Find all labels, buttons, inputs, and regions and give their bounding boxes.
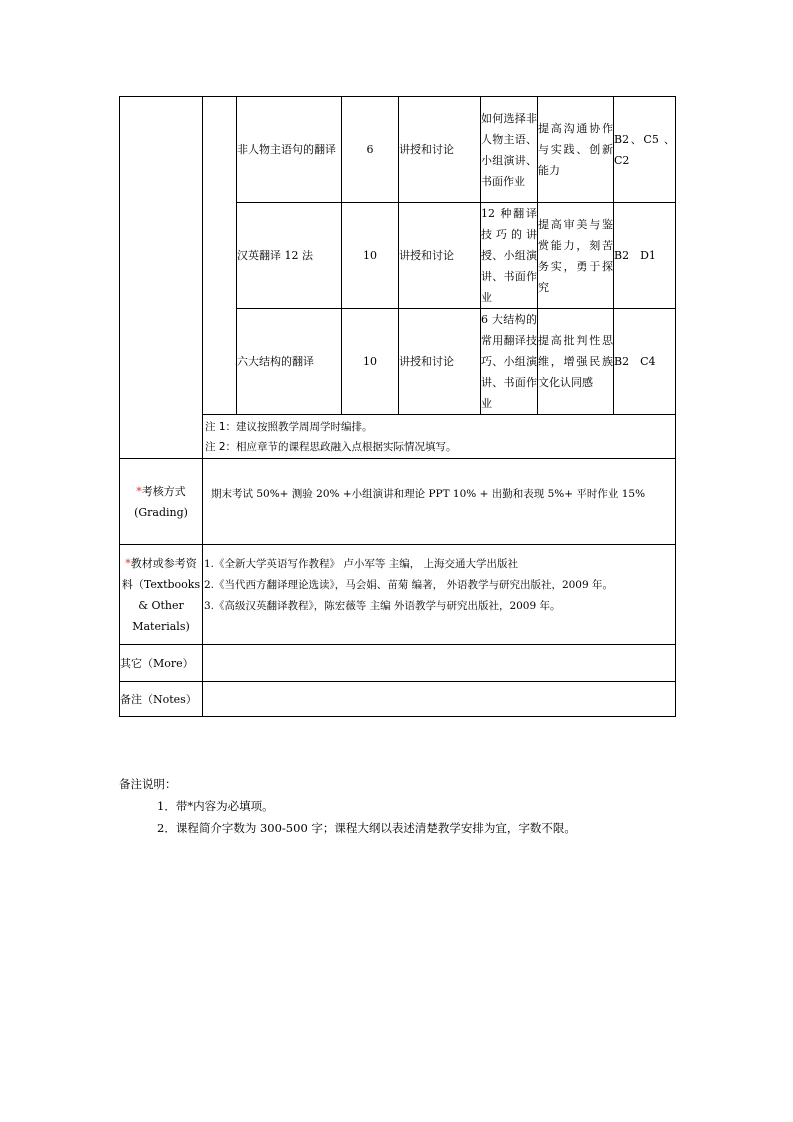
footer-notes (119, 773, 576, 839)
goals-cell: B2、C5 、C2 (614, 97, 676, 203)
empty-label-cell (120, 97, 203, 459)
content-cell: 6 大结构的常用翻译技巧、小组演讲、书面作业 (481, 309, 538, 415)
footer-item: 1．带*内容为必填项。 (157, 799, 274, 813)
ideology-cell: 提高批判性思维，增强民族文化认同感 (538, 309, 614, 415)
table-notes-row (120, 415, 676, 459)
remarks-row (120, 682, 676, 717)
materials-value-cell (203, 545, 676, 645)
ideology-cell: 提高沟通协作与实践、创新能力 (538, 97, 614, 203)
more-row (120, 645, 676, 682)
method-cell: 讲授和讨论 (399, 309, 481, 415)
content-cell: 如何选择非人物主语、小组演讲、书面作业 (481, 97, 538, 203)
required-star: * (125, 556, 131, 570)
grading-label-cn: 考核方式 (141, 484, 186, 498)
goals-cell: B2 C4 (614, 309, 676, 415)
method-cell: 讲授和讨论 (399, 203, 481, 309)
content-cell: 12 种翻译技巧的讲授、小组演讲、书面作业 (481, 203, 538, 309)
goals-cell: B2 D1 (614, 203, 676, 309)
reference-item: 1.《全新大学英语写作教程》 卢小军等 主编， 上海交通大学出版社 (204, 558, 519, 570)
footer-title: 备注说明： (119, 777, 177, 791)
chapter-cell: 非人物主语句的翻译 (237, 97, 342, 203)
chapter-cell: 六大结构的翻译 (237, 309, 342, 415)
materials-label-line3: & Other (138, 598, 184, 612)
note-1: 注 1：建议按照教学周周学时编排。 (205, 420, 373, 433)
table-row (120, 97, 676, 203)
footer-item: 2．课程简介字数为 300-500 字；课程大纲以表述清楚教学安排为宜，字数不限。 (157, 821, 576, 835)
ideology-cell: 提高审美与鉴赏能力，刻苦务实，勇于探究 (538, 203, 614, 309)
more-label: 其它（More） (120, 645, 203, 682)
grading-value-cell (203, 459, 676, 545)
table-notes-cell (203, 415, 676, 459)
syllabus-table (119, 96, 676, 717)
chapter-cell: 汉英翻译 12 法 (237, 203, 342, 309)
materials-label-line1: 教材或参考资 (130, 556, 197, 570)
materials-label (120, 545, 203, 645)
reference-item: 2.《当代西方翻译理论选读》，马会娟、苗菊 编著， 外语教学与研究出版社，2009 年。 (204, 579, 614, 591)
hours-cell: 10 (342, 203, 399, 309)
reference-item: 3.《高级汉英翻译教程》，陈宏薇等 主编 外语教学与研究出版社，2009 年。 (204, 600, 561, 612)
hours-cell: 6 (342, 97, 399, 203)
method-cell: 讲授和讨论 (399, 97, 481, 203)
grading-label-en: (Grading) (134, 505, 188, 519)
required-star: * (136, 484, 142, 498)
remarks-label: 备注（Notes） (120, 682, 203, 717)
note-2: 注 2：相应章节的课程思政融入点根据实际情况填写。 (205, 440, 457, 453)
grading-label (120, 459, 203, 545)
empty-index-cell (203, 97, 237, 415)
hours-cell: 10 (342, 309, 399, 415)
grading-row (120, 459, 676, 545)
materials-row (120, 545, 676, 645)
remarks-value (203, 682, 676, 717)
more-value (203, 645, 676, 682)
materials-label-line2: 料（Textbooks (121, 577, 201, 591)
materials-label-line4: Materials) (132, 619, 190, 633)
grading-content: 期末考试 50%+ 测验 20% +小组演讲和理论 PPT 10% + 出勤和表现 5%+ 平时作业 15% (211, 488, 646, 500)
